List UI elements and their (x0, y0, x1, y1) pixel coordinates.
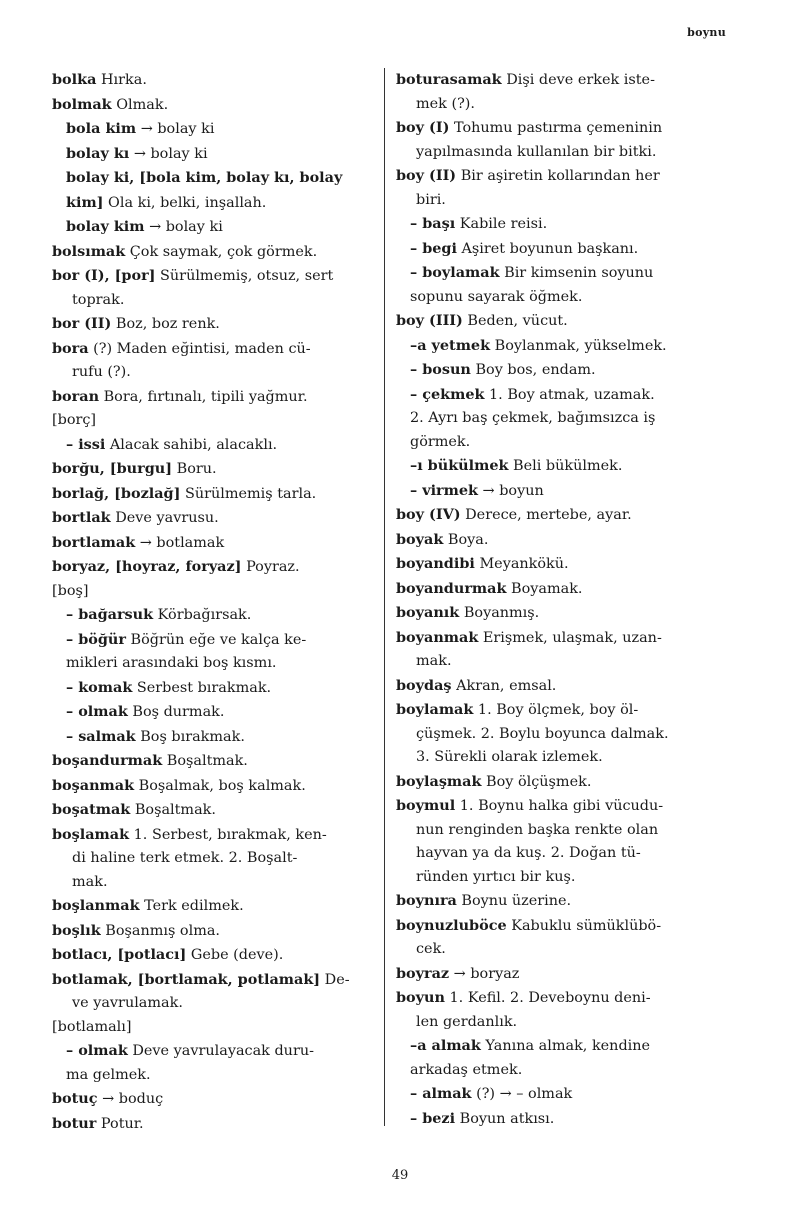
column-divider (384, 68, 385, 1126)
dictionary-line (396, 116, 724, 141)
headword: bola kim (66, 120, 137, 137)
definition: Bir kimsenin soyunu (499, 265, 654, 281)
definition: → bolay ki (129, 145, 208, 162)
definition: çüşmek. 2. Boylu boyunca dalmak. (416, 725, 669, 742)
headword: boşlamak (52, 825, 130, 843)
dictionary-line (396, 794, 724, 819)
definition: Gebe (deve). (186, 947, 284, 963)
dictionary-line (396, 286, 724, 310)
dictionary-line (52, 725, 374, 750)
definition: Serbest bırakmak. (132, 679, 272, 696)
dictionary-line (396, 1034, 724, 1059)
definition: Beli bükülmek. (508, 458, 623, 474)
headword: bolay kim (66, 218, 145, 235)
dictionary-line (396, 383, 724, 408)
headword: boyandibi (396, 555, 475, 572)
headword: boşatmak (52, 801, 131, 818)
dictionary-line (396, 479, 724, 504)
headword: – olmak (66, 1042, 128, 1059)
dictionary-line (52, 652, 374, 676)
definition: Akran, emsal. (451, 677, 557, 694)
dictionary-line (396, 407, 724, 431)
definition: Boy ölçüşmek. (481, 773, 592, 790)
dictionary-line (396, 164, 724, 189)
dictionary-line (52, 312, 374, 337)
definition: → bolay ki (144, 219, 223, 235)
definition: Bir aşiretin kollarından her (456, 168, 660, 184)
headword: bolmak (52, 95, 112, 113)
dictionary-line (396, 189, 724, 213)
dictionary-line (52, 240, 374, 265)
definition: Ola ki, belki, inşallah. (103, 194, 267, 211)
dictionary-line (52, 992, 374, 1016)
dictionary-line (52, 580, 374, 604)
dictionary-line (52, 847, 374, 871)
definition: Böğrün eğe ve kalça ke- (125, 631, 307, 648)
definition: (?) Maden eğintisi, maden cü- (88, 340, 311, 357)
definition: Sürülmemiş, otsuz, sert (155, 268, 334, 284)
dictionary-line (396, 552, 724, 577)
headword: boran (52, 387, 100, 405)
headword: boyraz (396, 964, 450, 982)
headword: boyak (396, 530, 444, 548)
dictionary-line (396, 212, 724, 237)
headword: boşanmak (52, 776, 135, 794)
dictionary-line (396, 1011, 724, 1035)
dictionary-line (52, 749, 374, 774)
dictionary-line (396, 528, 724, 553)
definition: ma gelmek. (66, 1066, 151, 1083)
definition: Boylanmak, yükselmek. (490, 337, 667, 354)
headword: boy (III) (396, 312, 463, 329)
dictionary-line (52, 482, 374, 507)
dictionary-line (52, 943, 374, 968)
definition: Kabile reisi. (455, 216, 548, 232)
definition: Çok saymak, çok görmek. (125, 243, 318, 260)
dictionary-line (396, 962, 724, 987)
dictionary-line (52, 289, 374, 313)
definition: Alacak sahibi, alacaklı. (105, 436, 278, 453)
definition: sopunu sayarak öğmek. (410, 288, 583, 305)
definition: Boşaltmak. (162, 753, 248, 769)
dictionary-line (52, 1087, 374, 1112)
dictionary-line (396, 334, 724, 359)
dictionary-line (396, 842, 724, 866)
dictionary-line (396, 626, 724, 651)
headword: bor (I), [por] (52, 267, 156, 284)
headword: –a yetmek (410, 336, 491, 354)
headword: – olmak (66, 703, 128, 720)
definition: 1. Kefil. 2. Deveboynu deni- (444, 990, 651, 1006)
dictionary-line (52, 919, 374, 944)
definition: 1. Boy atmak, uzamak. (484, 386, 655, 403)
headword: –a almak (410, 1037, 481, 1054)
headword: bolay kı (66, 144, 130, 162)
headword: bolsımak (52, 242, 126, 260)
definition: Boyun atkısı. (455, 1110, 555, 1127)
dictionary-line (396, 698, 724, 723)
definition: Potur. (96, 1115, 144, 1132)
definition: 2. Ayrı baş çekmek, bağımsızca iş (410, 410, 656, 426)
dictionary-line (52, 457, 374, 482)
definition: Aşiret boyunun başkanı. (456, 240, 639, 257)
dictionary-line (52, 1039, 374, 1064)
definition: Boşalmak, boş kalmak. (134, 777, 306, 794)
dictionary-line (396, 503, 724, 528)
headword: – bağarsuk (66, 606, 154, 623)
headword: – salmak (66, 727, 136, 745)
headword: boşandurmak (52, 752, 163, 769)
definition: nun renginden başka renkte olan (416, 821, 659, 838)
dictionary-line (396, 650, 724, 674)
headword: bortlamak (52, 533, 136, 551)
dictionary-line (396, 819, 724, 843)
definition: [borç] (52, 412, 97, 428)
definition: → botlamak (135, 534, 225, 551)
dictionary-line (52, 215, 374, 240)
dictionary-line (52, 142, 374, 167)
definition: ve yavrulamak. (72, 995, 183, 1011)
definition: → boduç (97, 1091, 164, 1107)
headword: boylamak (396, 701, 474, 718)
dictionary-line (396, 914, 724, 939)
headword: – başı (410, 215, 456, 232)
dictionary-line (52, 433, 374, 458)
dictionary-line (52, 628, 374, 653)
headword: – bosun (410, 361, 471, 378)
dictionary-line (52, 506, 374, 531)
definition: di haline terk etmek. 2. Boşalt- (72, 850, 298, 866)
definition: mek (?). (416, 95, 475, 112)
dictionary-line (396, 358, 724, 383)
definition: Dişi deve erkek iste- (501, 72, 655, 88)
dictionary-line (396, 674, 724, 699)
dictionary-line (52, 968, 374, 993)
definition: 1. Boy ölçmek, boy öl- (473, 702, 639, 718)
headword: boturasamak (396, 71, 502, 88)
definition: Boyamak. (506, 580, 583, 597)
dictionary-line (396, 68, 724, 93)
dictionary-line (52, 1064, 374, 1088)
definition: mikleri arasındaki boş kısmı. (66, 655, 277, 671)
definition: Boya. (443, 531, 489, 548)
headword: –ı bükülmek (410, 457, 509, 474)
definition: 1. Boynu halka gibi vücudu- (455, 798, 664, 814)
definition: yapılmasında kullanılan bir bitki. (416, 143, 657, 160)
headword: boyandurmak (396, 579, 507, 597)
definition: Yanına almak, kendine (480, 1038, 651, 1054)
headword: bolka (52, 71, 97, 88)
headword: borlağ, [bozlağ] (52, 484, 181, 502)
definition: Boşanmış olma. (100, 922, 220, 939)
dictionary-line (396, 237, 724, 262)
dictionary-line (52, 1112, 374, 1137)
dictionary-line (396, 601, 724, 626)
right-column (396, 68, 724, 1131)
definition: 3. Sürekli olarak izlemek. (416, 749, 603, 765)
definition: Poyraz. (241, 559, 300, 575)
headword: bor (II) (52, 315, 112, 332)
headword: boymul (396, 797, 456, 814)
definition: Hırka. (96, 72, 147, 88)
dictionary-line (52, 555, 374, 580)
headword: bortlak (52, 509, 111, 526)
dictionary-line (52, 823, 374, 848)
headword: boydaş (396, 676, 452, 694)
headword: boyanmak (396, 628, 479, 646)
headword: – çekmek (410, 385, 485, 403)
definition: arkadaş etmek. (410, 1061, 523, 1078)
dictionary-line (52, 93, 374, 118)
dictionary-line (52, 361, 374, 385)
definition: 1. Serbest, bırakmak, ken- (129, 826, 327, 843)
headword: boynuzluböce (396, 916, 507, 934)
definition: Boyanmış. (459, 605, 540, 621)
definition: Beden, vücut. (462, 313, 568, 329)
dictionary-line (52, 191, 374, 216)
definition: De- (320, 971, 350, 988)
headword: boylaşmak (396, 772, 482, 790)
definition: → boyun (477, 482, 544, 499)
definition: Boş durmak. (127, 704, 225, 720)
dictionary-line (396, 986, 724, 1011)
dictionary-line (396, 141, 724, 165)
dictionary-line (52, 337, 374, 362)
definition: toprak. (72, 291, 125, 308)
definition: Terk edilmek. (139, 898, 244, 914)
definition: Kabuklu sümüklübö- (506, 917, 662, 934)
headword: – böğür (66, 630, 126, 648)
headword: – almak (410, 1085, 472, 1102)
definition: Deve yavrulayacak duru- (127, 1043, 314, 1059)
definition: Boynu üzerine. (456, 893, 572, 909)
headword: boşlık (52, 921, 101, 939)
dictionary-line (396, 1082, 724, 1107)
definition: len gerdanlık. (416, 1013, 518, 1030)
dictionary-line (52, 700, 374, 725)
dictionary-line (52, 166, 374, 191)
headword: bora (52, 339, 89, 357)
dictionary-line (396, 261, 724, 286)
definition: → boryaz (449, 965, 520, 982)
definition: Meyankökü. (474, 556, 569, 572)
dictionary-line (52, 117, 374, 142)
definition: Boşaltmak. (130, 802, 216, 818)
definition: Tohumu pastırma çemeninin (449, 120, 663, 136)
dictionary-line (52, 409, 374, 433)
definition: hayvan ya da kuş. 2. Doğan tü- (416, 845, 641, 861)
headword: boy (I) (396, 119, 450, 136)
definition: Sürülmemiş tarla. (180, 485, 317, 502)
definition: Körbağırsak. (153, 607, 252, 623)
headword: – komak (66, 678, 133, 696)
headword: – virmek (410, 481, 478, 499)
definition: mak. (72, 873, 108, 890)
dictionary-line (396, 866, 724, 890)
definition: Boz, boz renk. (111, 316, 220, 332)
headword: botur (52, 1114, 97, 1132)
headword: – begi (410, 239, 457, 257)
headword: kim] (66, 193, 104, 211)
definition: Erişmek, ulaşmak, uzan- (478, 629, 662, 646)
definition: mak. (416, 653, 452, 669)
dictionary-line (396, 309, 724, 334)
definition: Boy bos, endam. (470, 362, 596, 378)
dictionary-line (396, 454, 724, 479)
headword: boyun (396, 989, 445, 1006)
headword: botlacı, [potlacı] (52, 946, 187, 963)
headword: – issi (66, 435, 106, 453)
dictionary-line (52, 1016, 374, 1040)
dictionary-line (52, 774, 374, 799)
definition: biri. (416, 191, 446, 208)
headword: – bezi (410, 1109, 456, 1127)
headword: borğu, [burgu] (52, 460, 173, 477)
dictionary-line (396, 577, 724, 602)
definition: [botlamalı] (52, 1018, 132, 1035)
dictionary-line (396, 1107, 724, 1132)
definition: Boş bırakmak. (135, 728, 245, 745)
definition: rufu (?). (72, 364, 131, 380)
dictionary-line (396, 723, 724, 747)
left-column (52, 68, 374, 1136)
page-number: 49 (391, 1168, 409, 1183)
headword: bolay ki, [bola kim, bolay kı, bolay (66, 169, 343, 186)
definition: Boru. (172, 461, 217, 477)
running-head: boynu (687, 26, 726, 39)
dictionary-line (52, 894, 374, 919)
dictionary-line (396, 938, 724, 962)
headword: boryaz, [hoyraz, foryaz] (52, 558, 242, 575)
definition: → bolay ki (136, 121, 215, 137)
headword: boşlanmak (52, 897, 140, 914)
definition: (?) → – olmak (471, 1086, 573, 1102)
dictionary-line (52, 871, 374, 895)
dictionary-line (52, 676, 374, 701)
dictionary-line (396, 770, 724, 795)
definition: ründen yırtıcı bir kuş. (416, 868, 576, 885)
headword: boyanık (396, 604, 460, 621)
dictionary-line (52, 798, 374, 823)
headword: boy (II) (396, 167, 457, 184)
dictionary-line (52, 603, 374, 628)
headword: boynıra (396, 892, 457, 909)
definition: görmek. (410, 433, 471, 450)
dictionary-line (396, 746, 724, 770)
definition: Olmak. (111, 96, 169, 113)
definition: Deve yavrusu. (110, 510, 219, 526)
headword: botuç (52, 1090, 98, 1107)
dictionary-line (52, 264, 374, 289)
dictionary-line (52, 531, 374, 556)
definition: Derece, mertebe, ayar. (460, 507, 632, 523)
dictionary-line (396, 889, 724, 914)
definition: cek. (416, 941, 446, 957)
dictionary-line (396, 93, 724, 117)
definition: [boş] (52, 582, 89, 599)
dictionary-line (396, 431, 724, 455)
dictionary-line (52, 68, 374, 93)
headword: boy (IV) (396, 506, 461, 523)
headword: botlamak, [bortlamak, potlamak] (52, 970, 321, 988)
dictionary-line (52, 385, 374, 410)
headword: – boylamak (410, 264, 500, 281)
definition: Bora, fırtınalı, tipili yağmur. (99, 388, 308, 405)
dictionary-line (396, 1059, 724, 1083)
